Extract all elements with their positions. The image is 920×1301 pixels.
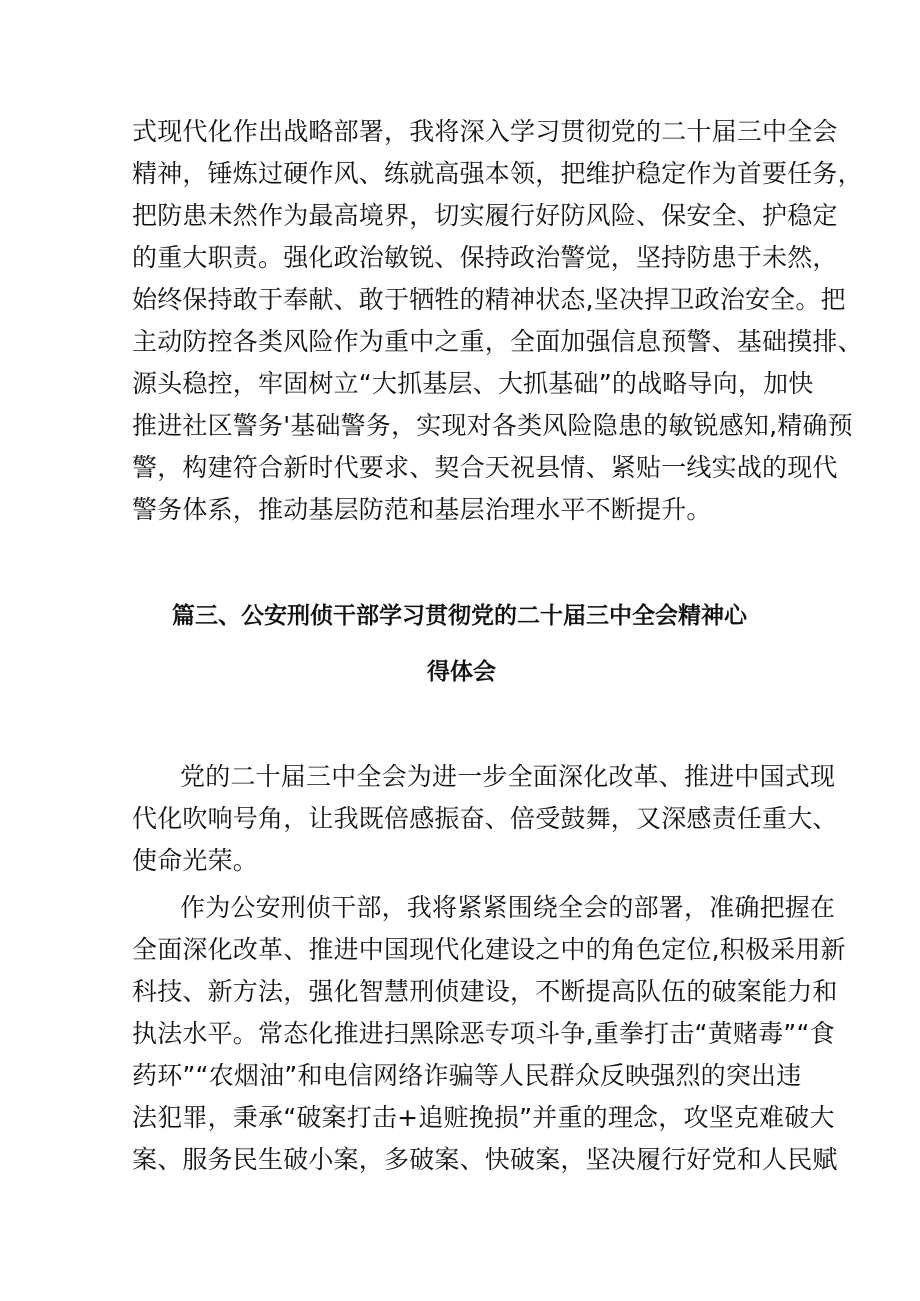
text-line: 警务体系，推动基层防范和基层治理水平不断提升。 [132,495,712,524]
text-line: 式现代化作出战略部署，我将深入学习贯彻党的二十届三中全会 [132,117,838,146]
text-line: 党的二十届三中全会为进一步全面深化改革、推进中国式现 [180,762,836,791]
text-line: 科技、新方法，强化智慧刑侦建设，不断提高队伍的破案能力和 [132,977,838,1006]
text-line: 法犯罪，秉承“破案打击+追赃挽损”并重的理念，攻坚克难破大 [132,1103,835,1132]
text-line: 药环”“农烟油”和电信网络诈骗等人民群众反映强烈的突出违 [132,1061,802,1090]
text-line: 执法水平。常态化推进扫黑除恶专项斗争,重拳打击“黄赌毒”“食 [132,1019,835,1048]
text-line: 全面深化改革、推进中国现代化建设之中的角色定位,积极采用新 [132,935,846,964]
text-line: 案、服务民生破小案，多破案、快破案，坚决履行好党和人民赋 [132,1145,838,1174]
text-line: 警，构建符合新时代要求、契合天祝县情、紧贴一线实战的现代 [132,453,838,482]
text-line: 作为公安刑侦干部，我将紧紧围绕全会的部署，准确把握在 [180,893,836,922]
text-line: 精神，锤炼过硬作风、练就高强本领，把维护稳定作为首要任务， [132,159,863,188]
text-line: 始终保持敢于奉献、敢于牺牲的精神状态,坚决捍卫政治安全。把 [132,285,846,314]
text-line: 代化吹响号角，让我既倍感振奋、倍受鼓舞，又深感责任重大、 [132,804,838,833]
text-line: 的重大职责。强化政治敏锐、保持政治警觉，坚持防患于未然， [132,243,838,272]
text-line: 源头稳控，牢固树立“大抓基层、大抓基础”的战略导向，加快 [132,369,814,398]
heading-line: 得体会 [427,659,496,685]
text-line: 把防患未然作为最高境界，切实履行好防风险、保安全、护稳定 [132,201,838,230]
text-line: 使命光荣。 [132,846,259,875]
text-line: 主动防控各类风险作为重中之重，全面加强信息预警、基础摸排、 [132,327,863,356]
text-line: 推进社区警务'基础警务，实现对各类风险隐患的敏锐感知,精确预 [132,411,853,440]
heading-line: 篇三、公安刑侦干部学习贯彻党的二十届三中全会精神心 [172,603,747,629]
